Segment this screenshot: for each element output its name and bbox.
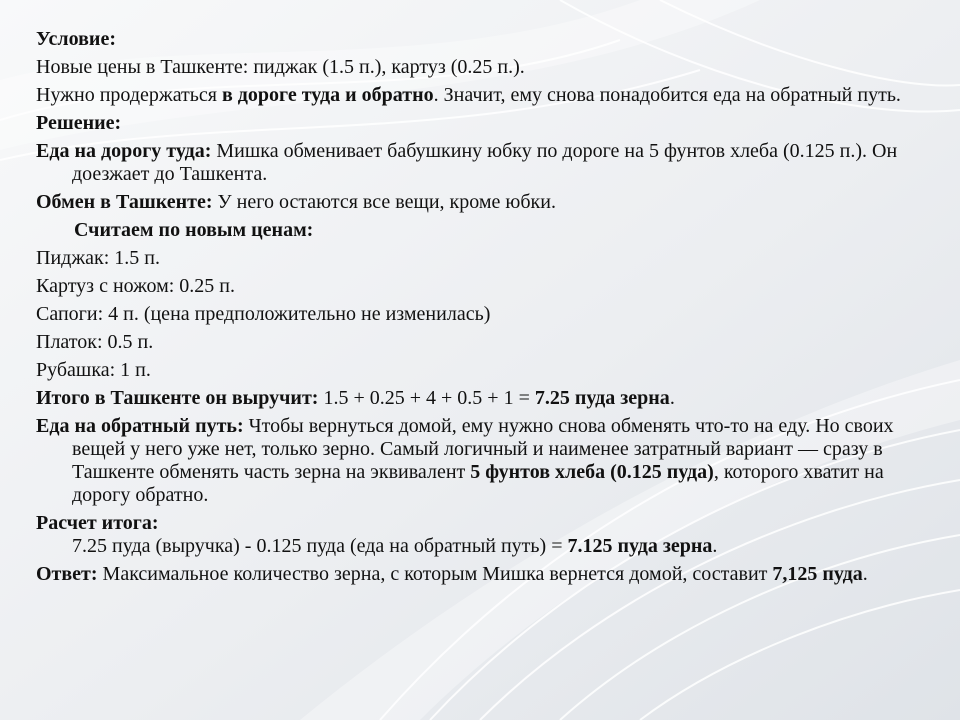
final-calc: 7.25 пуда (выручка) - 0.125 пуда (еда на обратный путь) = 7.125 пуда зерна. [72,535,718,557]
answer: Ответ: Максимальное количество зерна, с которым Мишка вернется домой, составит 7,125 пуда. [36,563,868,585]
food-back: Еда на обратный путь: Чтобы вернуться домой, ему нужно снова обменять что-то на еду. Но своих вещей у него уже нет, только зерно. Самый логичный и наименее затратный вариант — сразу в Ташкенте обменять часть зерна на эквивалент 5 фунтов хлеба (0.125 пуда), которого хватит на дорогу обратно. [36,415,894,506]
slide-content [36,28,936,591]
new-prices-heading: Считаем по новым ценам: [74,219,314,241]
exchange-tashkent: Обмен в Ташкенте: У него остаются все вещи, кроме юбки. [36,191,556,213]
condition-note: Нужно продержаться в дороге туда и обратно. Значит, ему снова понадобится еда на обратный путь. [36,84,901,106]
item-shirt: Рубашка: 1 п. [36,359,151,381]
item-boots: Сапоги: 4 п. (цена предположительно не изменилась) [36,303,491,325]
condition-heading: Условие: [36,28,116,50]
condition-prices: Новые цены в Ташкенте: пиджак (1.5 п.), картуз (0.25 п.). [36,56,525,78]
item-jacket: Пиджак: 1.5 п. [36,247,160,269]
total-tashkent: Итого в Ташкенте он выручит: 1.5 + 0.25 + 4 + 0.5 + 1 = 7.25 пуда зерна. [36,387,675,409]
solution-heading: Решение: [36,112,122,134]
food-there: Еда на дорогу туда: Мишка обменивает бабушкину юбку по дороге на 5 фунтов хлеба (0.125 п.). Он доезжает до Ташкента. [36,140,898,185]
final-calc-heading: Расчет итога: [36,512,159,534]
item-shawl: Платок: 0.5 п. [36,331,154,353]
item-cap: Картуз с ножом: 0.25 п. [36,275,236,297]
